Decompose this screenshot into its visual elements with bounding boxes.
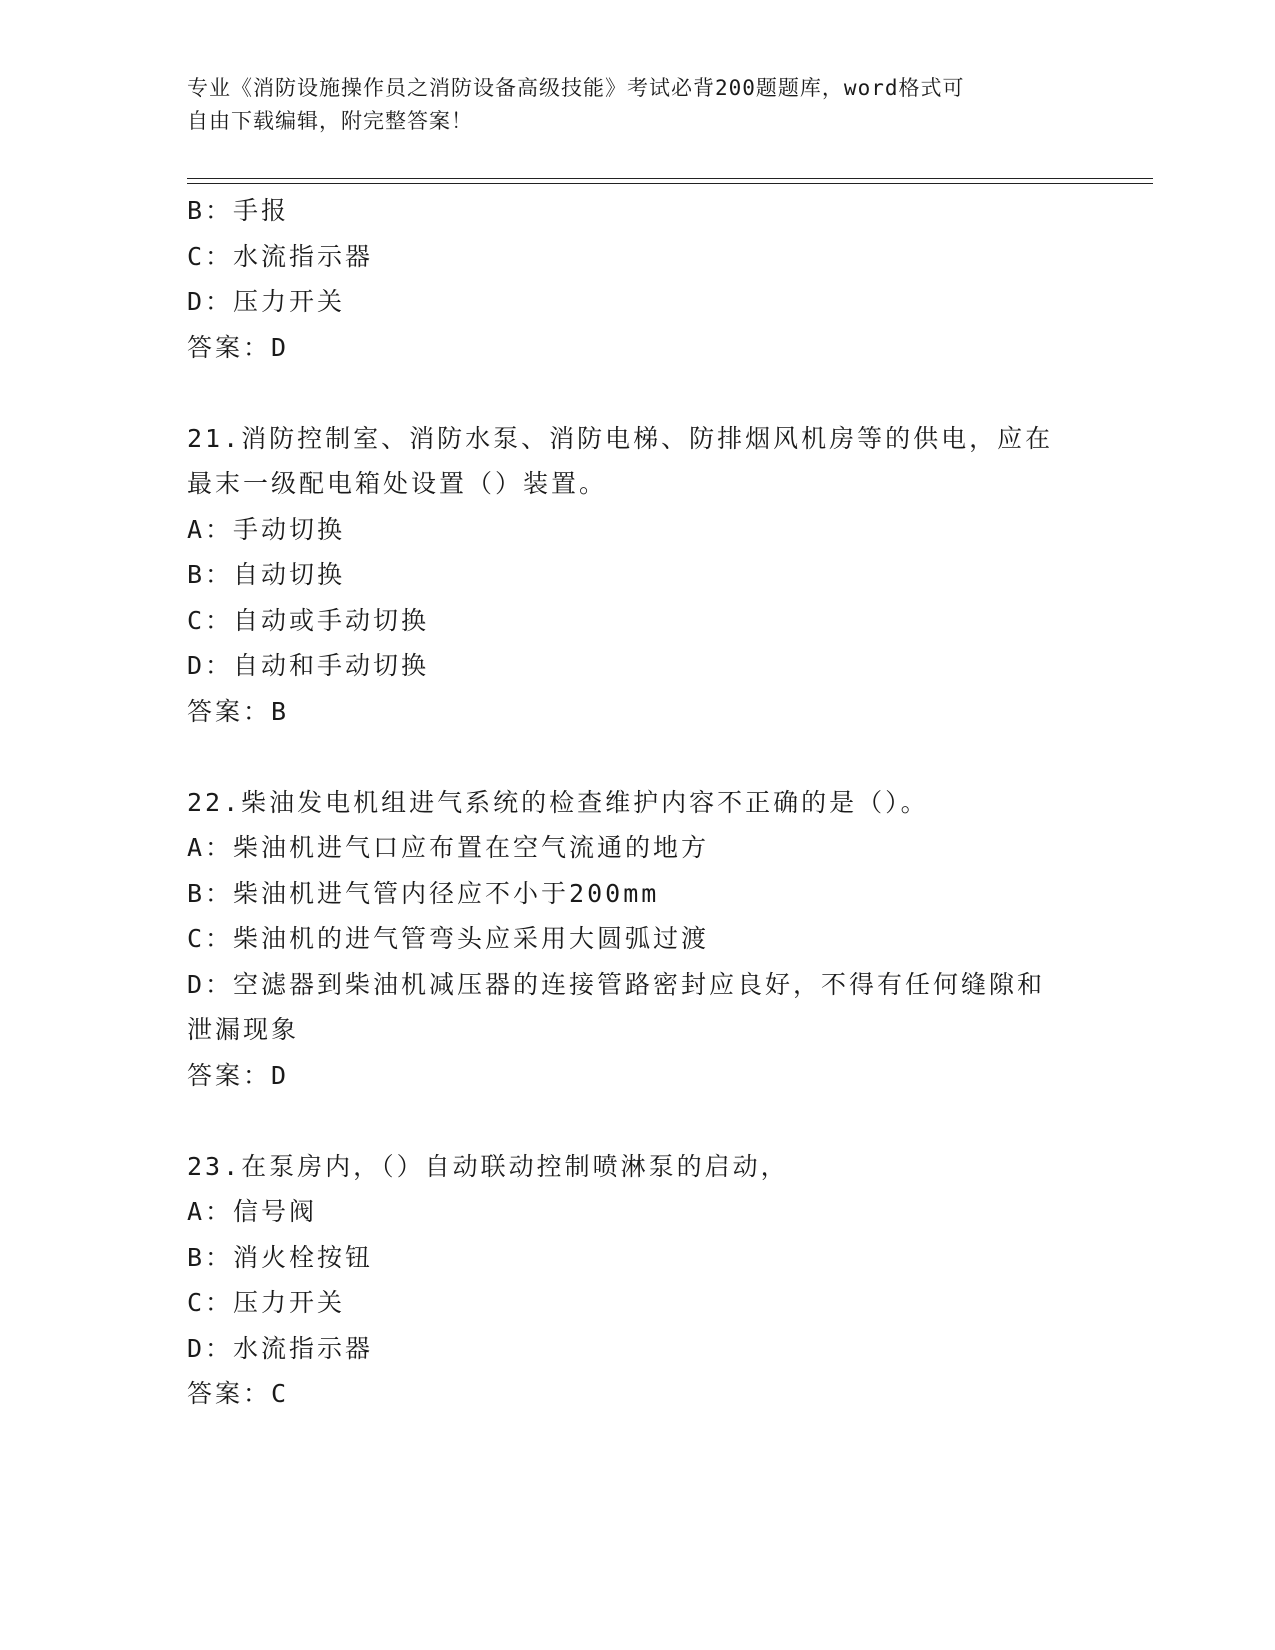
question-stem: 23.在泵房内，（）自动联动控制喷淋泵的启动，: [187, 1151, 789, 1181]
option-line: D：水流指示器: [187, 1333, 374, 1363]
question-stem: 最末一级配电箱处设置（）装置。: [187, 469, 608, 498]
question-list: [187, 188, 1087, 1417]
question-block: [187, 780, 1087, 1099]
option-line: C：柴油机的进气管弯头应采用大圆弧过渡: [187, 924, 710, 953]
option-line-continued: 泄漏现象: [187, 1015, 300, 1044]
header-divider: [187, 183, 1153, 184]
spacer: [187, 1098, 1087, 1144]
option-line: B：消火栓按钮: [187, 1242, 374, 1272]
header-line: 自由下载编辑，附完整答案！: [187, 109, 473, 133]
question-stem: 21.消防控制室、消防水泵、消防电梯、防排烟风机房等的供电，应在: [187, 423, 1054, 453]
option-line: A：柴油机进气口应布置在空气流通的地方: [187, 833, 710, 862]
option-line: C：水流指示器: [187, 241, 374, 271]
document-header: [187, 72, 1087, 138]
spacer: [187, 370, 1087, 416]
answer-line: 答案：D: [187, 1060, 290, 1090]
question-block: [187, 1144, 1087, 1417]
option-line: C：自动或手动切换: [187, 605, 430, 635]
spacer: [187, 734, 1087, 780]
option-line: D：自动和手动切换: [187, 651, 430, 680]
header-line: 专业《消防设施操作员之消防设备高级技能》考试必背200题题库，word格式可: [187, 76, 965, 100]
option-line: B：手报: [187, 196, 290, 225]
option-line: B：柴油机进气管内径应不小于200mm: [187, 878, 660, 908]
option-line: A：手动切换: [187, 514, 346, 544]
option-line: D：空滤器到柴油机减压器的连接管路密封应良好，不得有任何缝隙和: [187, 969, 1046, 999]
question-block: [187, 416, 1087, 735]
option-line: C：压力开关: [187, 1288, 346, 1317]
question-stem: 22.柴油发电机组进气系统的检查维护内容不正确的是（）。: [187, 787, 929, 817]
answer-line: 答案：D: [187, 332, 290, 362]
option-line: D：压力开关: [187, 287, 346, 316]
answer-line: 答案：C: [187, 1379, 290, 1408]
option-line: A：信号阀: [187, 1197, 318, 1226]
option-line: B：自动切换: [187, 560, 346, 589]
question-block-continued: [187, 188, 1087, 370]
header-divider: [187, 178, 1153, 179]
answer-line: 答案：B: [187, 696, 290, 726]
